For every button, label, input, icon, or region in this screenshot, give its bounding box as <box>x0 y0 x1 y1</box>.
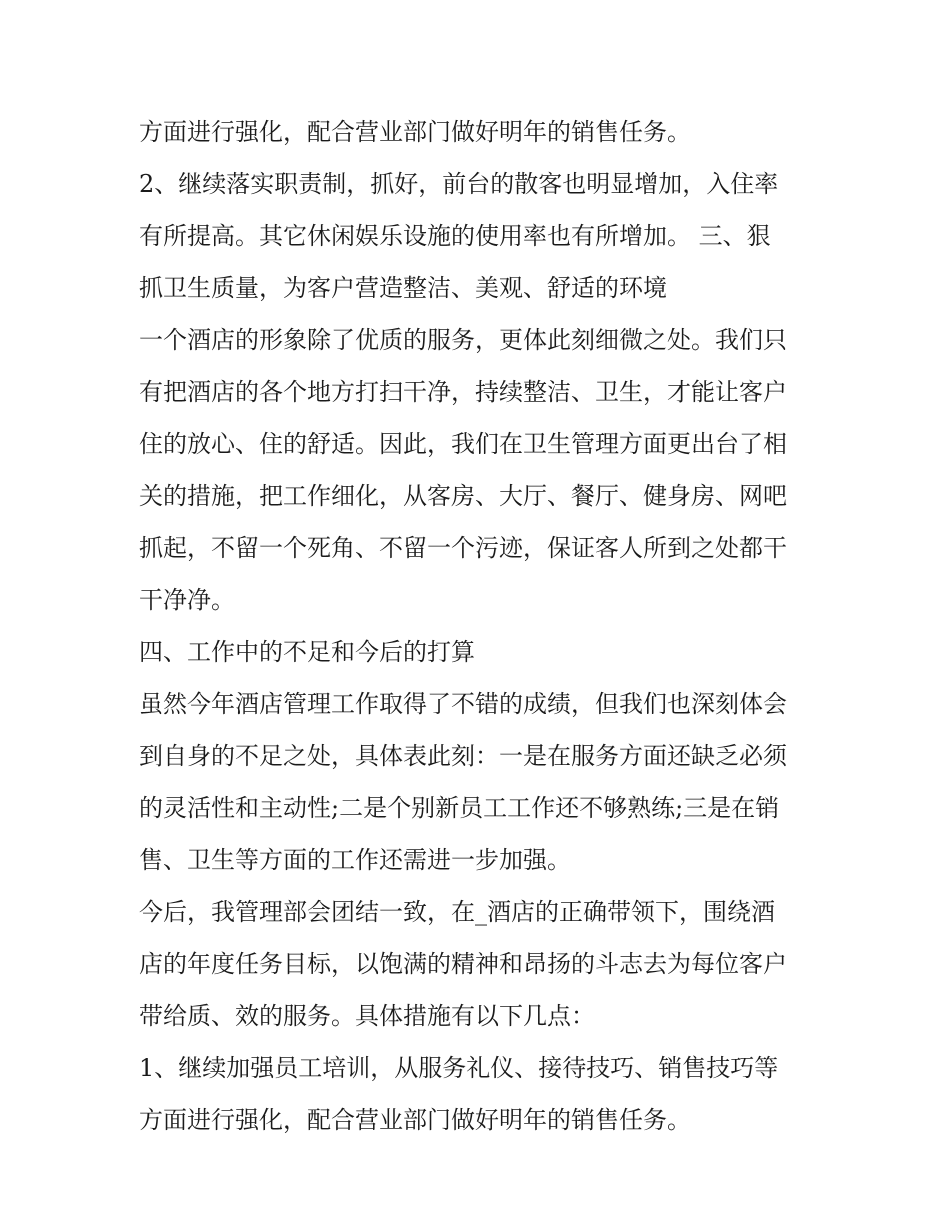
text-line: 抓卫生质量，为客户营造整洁、美观、舒适的环境 <box>139 274 667 302</box>
section-heading: 四、工作中的不足和今后的打算 <box>139 638 475 666</box>
text-line: 2、继续落实职责制，抓好，前台的散客也明显增加，入住率 <box>139 170 779 198</box>
text-line: 一个酒店的形象除了优质的服务，更体此刻细微之处。我们只 <box>139 326 787 354</box>
text-line: 今后，我管理部会团结一致，在_酒店的正确带领下，围绕酒 <box>139 898 775 926</box>
text-line: 方面进行强化，配合营业部门做好明年的销售任务。 <box>139 118 691 146</box>
text-line: 店的年度任务目标，以饱满的精神和昂扬的斗志去为每位客户 <box>139 950 787 978</box>
text-line: 到自身的不足之处，具体表此刻：一是在服务方面还缺乏必须 <box>139 742 787 770</box>
document-body <box>139 106 829 1146</box>
text-line: 1、继续加强员工培训，从服务礼仪、接待技巧、销售技巧等 <box>139 1054 779 1082</box>
text-line: 关的措施，把工作细化，从客房、大厅、餐厅、健身房、网吧 <box>139 482 787 510</box>
text-line: 住的放心、住的舒适。因此，我们在卫生管理方面更出台了相 <box>139 430 787 458</box>
text-line: 方面进行强化，配合营业部门做好明年的销售任务。 <box>139 1106 691 1134</box>
text-line: 干净净。 <box>139 586 235 614</box>
text-line: 有把酒店的各个地方打扫干净，持续整洁、卫生，才能让客户 <box>139 378 787 406</box>
text-line: 有所提高。其它休闲娱乐设施的使用率也有所增加。 三、狠 <box>139 222 771 250</box>
text-line: 抓起，不留一个死角、不留一个污迹，保证客人所到之处都干 <box>139 534 787 562</box>
text-line: 虽然今年酒店管理工作取得了不错的成绩，但我们也深刻体会 <box>139 690 787 718</box>
text-line: 的灵活性和主动性;二是个别新员工工作还不够熟练;三是在销 <box>139 794 780 822</box>
text-line: 带给质、效的服务。具体措施有以下几点： <box>139 1002 595 1030</box>
text-line: 售、卫生等方面的工作还需进一步加强。 <box>139 846 571 874</box>
